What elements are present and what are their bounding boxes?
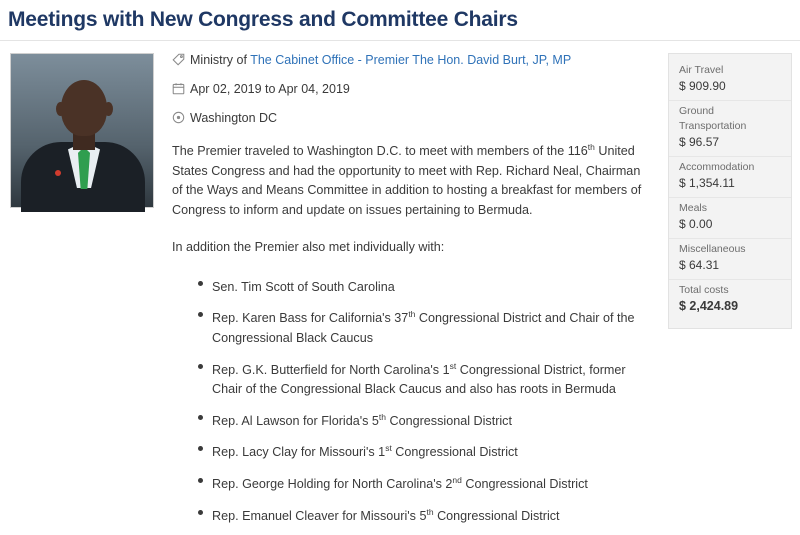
cost-label: Ground Transportation — [679, 105, 747, 132]
list-item — [212, 471, 652, 495]
cost-item-ground-transportation — [669, 101, 791, 157]
item-text-post: Congressional District — [461, 477, 588, 492]
photo-lapel-pin — [55, 170, 61, 176]
item-text-post: Congressional District and Chair of the Congressional Black Caucus — [212, 311, 635, 346]
photo-head — [61, 80, 107, 136]
details-column — [160, 49, 658, 535]
cost-value: $ 1,354.11 — [679, 176, 735, 190]
item-text-post: Congressional District, former Chair of the Congressional Black Caucus and also has roots in Bermuda — [212, 362, 626, 397]
dates-text: Apr 02, 2019 to Apr 04, 2019 — [190, 82, 350, 96]
description-paragraph-2: In addition the Premier also met individually with: — [172, 240, 445, 255]
meetings-list — [172, 274, 652, 527]
desc-part-2: United States Congress and had the opportunity to meet with Rep. Richard Neal, Chairman of the Ways and Means Committee in addition to hosting a breakfast for members of Congress to inform and update on issues pertaining to Bermuda. — [172, 144, 642, 217]
item-superscript: th — [408, 309, 416, 320]
item-superscript: th — [378, 411, 386, 422]
item-superscript: st — [385, 443, 392, 454]
cost-label: Air Travel — [679, 64, 724, 76]
costs-panel — [668, 53, 792, 329]
item-superscript: th — [426, 506, 434, 517]
cost-value: $ 64.31 — [679, 258, 720, 272]
desc-superscript: th — [587, 142, 595, 152]
item-superscript: nd — [452, 475, 462, 486]
cost-label: Accommodation — [679, 161, 755, 173]
list-item — [212, 503, 652, 527]
cost-label: Meals — [679, 202, 708, 214]
list-item — [212, 305, 652, 348]
cost-item-miscellaneous — [669, 239, 791, 280]
item-text-pre: Rep. Emanuel Cleaver for Missouri's 5 — [212, 509, 427, 523]
cost-value: $ 96.57 — [679, 135, 720, 149]
cost-item-accommodation — [669, 157, 791, 198]
cost-value: $ 909.90 — [679, 79, 726, 93]
item-text-pre: Rep. George Holding for North Carolina's 2 — [212, 477, 453, 492]
dates-row — [172, 80, 652, 98]
item-text-post: Congressional District — [386, 413, 512, 428]
item-text-pre: Rep. Karen Bass for California's 37 — [212, 311, 409, 326]
item-text-post: Congressional District — [391, 445, 518, 460]
list-item — [212, 439, 652, 463]
desc-part-1: The Premier traveled to Washington D.C. to meet with members of the 116 — [172, 144, 588, 159]
item-text-pre: Rep. Al Lawson for Florida's 5 — [212, 413, 379, 428]
location-text: Washington DC — [190, 111, 278, 125]
page-title: Meetings with New Congress and Committee Chairs — [8, 8, 518, 31]
cost-label: Miscellaneous — [679, 243, 746, 255]
location-pin-icon — [172, 109, 190, 124]
location-row — [172, 109, 652, 127]
ministry-row — [172, 51, 652, 69]
item-text-pre: Rep. G.K. Butterfield for North Carolina's 1 — [212, 362, 450, 377]
cost-item-total — [669, 280, 791, 320]
item-text-pre: Sen. Tim Scott of South Carolina — [212, 279, 395, 294]
description-paragraph-1 — [172, 138, 652, 220]
cost-item-air-travel — [669, 60, 791, 101]
tag-icon — [172, 51, 190, 66]
item-superscript: st — [449, 360, 457, 371]
calendar-icon — [172, 80, 190, 95]
list-item — [212, 357, 652, 400]
cost-value: $ 0.00 — [679, 217, 713, 231]
ministry-prefix: Ministry of — [190, 53, 251, 67]
list-item — [212, 408, 652, 432]
photo-column — [0, 49, 160, 208]
item-text-post: Congressional District — [433, 509, 560, 523]
content-area — [0, 41, 800, 535]
ministry-text — [190, 51, 571, 69]
cost-label: Total costs — [679, 284, 729, 296]
list-item — [212, 274, 652, 298]
portrait-photo — [10, 53, 154, 208]
cost-item-meals — [669, 198, 791, 239]
cost-value: $ 2,424.89 — [679, 299, 739, 313]
ministry-link[interactable]: The Cabinet Office - Premier The Hon. David Burt, JP, MP — [250, 53, 572, 67]
item-text-pre: Rep. Lacy Clay for Missouri's 1 — [212, 445, 386, 460]
